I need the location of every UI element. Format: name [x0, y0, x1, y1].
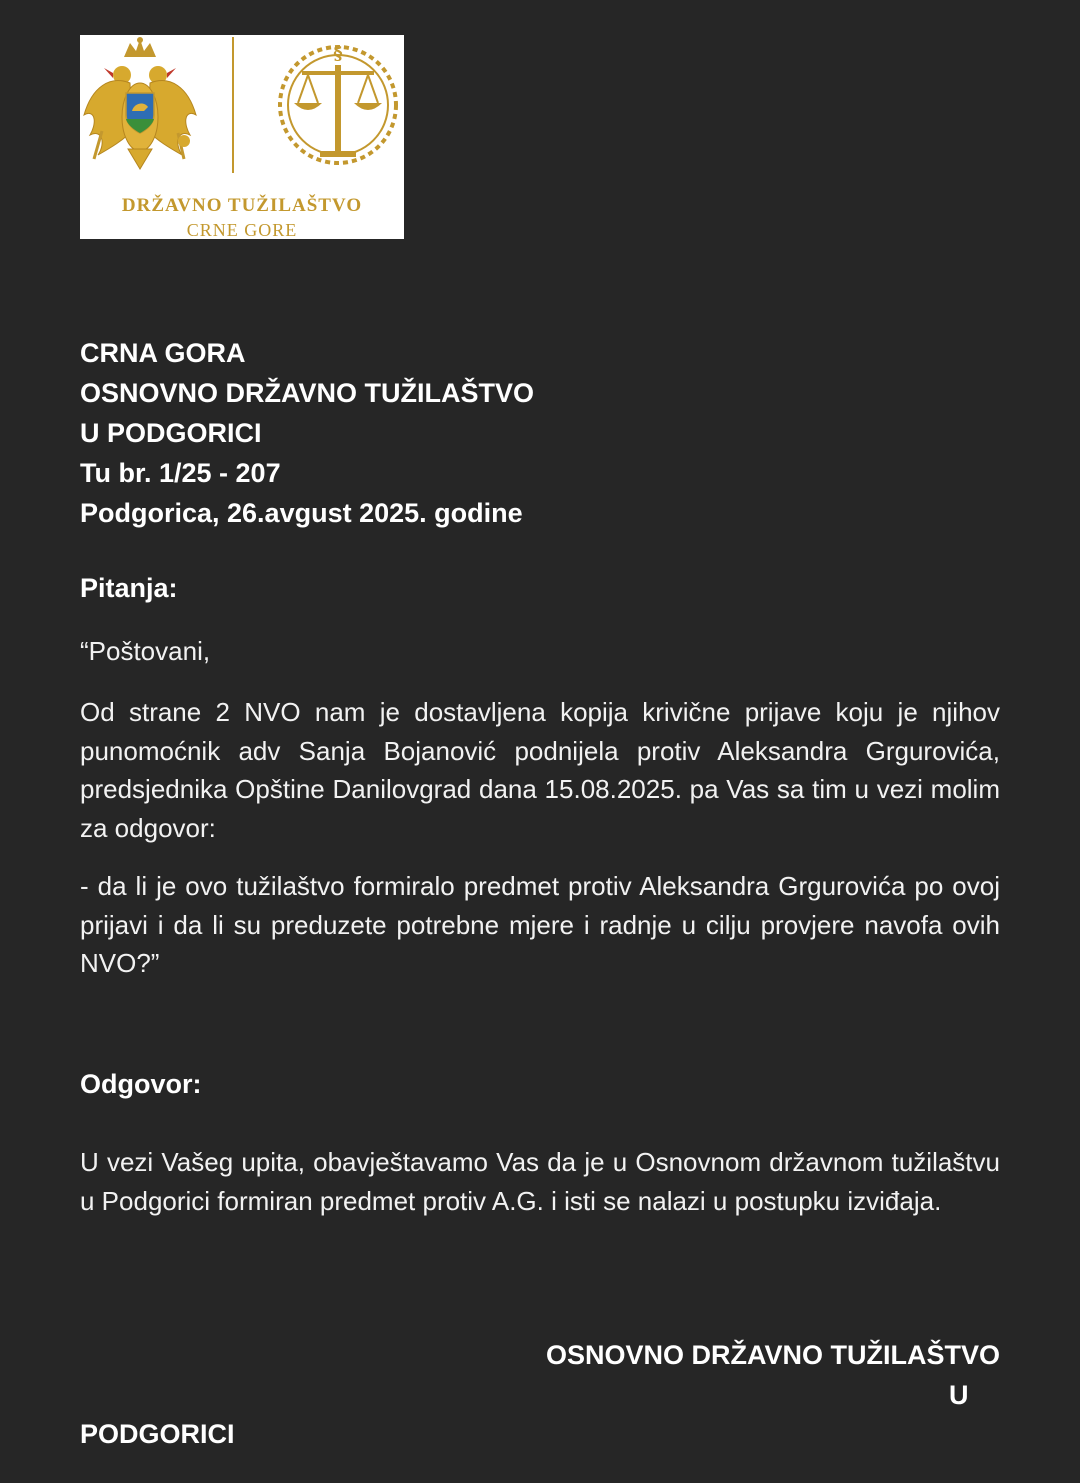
questions-heading: Pitanja: — [80, 573, 178, 603]
office-city: U PODGORICI — [80, 418, 262, 448]
greeting: “Poštovani, — [80, 636, 211, 666]
eagle-coat-of-arms-icon — [84, 37, 196, 169]
scales-of-justice-icon — [280, 43, 396, 163]
office-name: OSNOVNO DRŽAVNO TUŽILAŠTVO — [80, 378, 535, 408]
letter-date: Podgorica, 26.avgust 2025. godine — [80, 498, 523, 528]
letter-header — [80, 333, 1000, 533]
svg-text:§: § — [333, 43, 343, 64]
questions-body: Od strane 2 NVO nam je dostavljena kopija krivične prijave koju je njihov punomoćnik adv Sanja Bojanović podnijela protiv Aleksandra Grgurovića, predsjednika Opštine Danilovgrad dana 15.08.2025. pa Vas sa tim u vezi molim za odgovor: — [80, 697, 1000, 843]
signature-preposition: U — [949, 1380, 969, 1410]
signature-office: OSNOVNO DRŽAVNO TUŽILAŠTVO — [545, 1340, 1000, 1370]
logo-title: DRŽAVNO TUŽILAŠTVO — [121, 195, 363, 216]
logo-subtitle: CRNE GORE — [186, 220, 298, 239]
prosecution-logo — [80, 35, 404, 239]
reference-number: Tu br. 1/25 - 207 — [80, 458, 281, 488]
answer-heading: Odgovor: — [80, 1069, 202, 1099]
logo-emblems — [80, 35, 404, 195]
country-name: CRNA GORA — [80, 338, 246, 368]
signature-city: PODGORICI — [80, 1419, 235, 1449]
questions-item: - da li je ovo tužilaštvo formiralo predmet protiv Aleksandra Grgurovića po ovoj prijavi i da li su preduzete potrebne mjere i radnje u cilju provjere navofa ovih NVO?” — [80, 871, 1000, 978]
answer-body: U vezi Vašeg upita, obavještavamo Vas da je u Osnovnom državnom tužilaštvu u Podgorici formiran predmet protiv A.G. i isti se nalazi u postupku izviđaja. — [80, 1147, 1000, 1216]
